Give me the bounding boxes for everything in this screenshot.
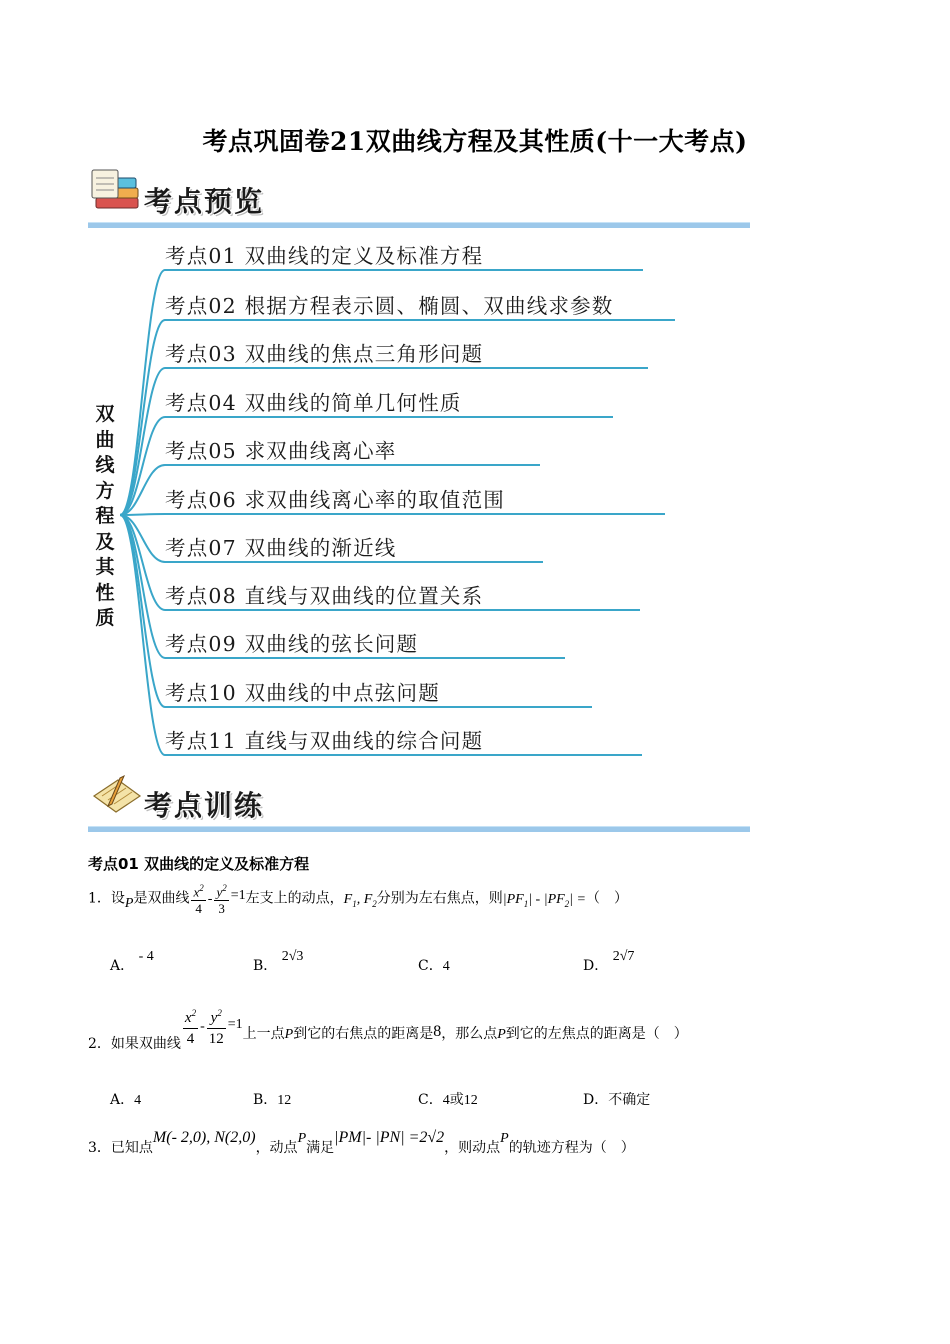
option-value: 12 — [277, 1093, 292, 1108]
option-label: D． — [583, 958, 609, 974]
q-text: 的轨迹方程为（ ） — [508, 1140, 635, 1156]
q-text: ，动点 — [255, 1140, 298, 1156]
math-var: F — [343, 891, 353, 907]
math-var: P — [497, 1027, 506, 1042]
option-label: A． — [110, 958, 135, 974]
fraction: $\frac{x^2}{4}$ — [191, 880, 205, 917]
fraction: $\frac{y^2}{3}$ — [214, 880, 228, 917]
option-value: 4或12 — [442, 1093, 478, 1108]
option-value: 2√7 — [612, 949, 635, 964]
q1-option-a[interactable] — [110, 949, 154, 975]
section-divider — [88, 826, 750, 832]
fraction: $\frac{x^2}{4}$ — [183, 1003, 198, 1049]
root-char: 及 — [95, 530, 115, 553]
mindmap-branch-03: 考点03 双曲线的焦点三角形问题 — [165, 342, 484, 366]
q2-option-d[interactable] — [583, 1089, 650, 1109]
q-text: 设 — [110, 890, 125, 907]
option-label: B． — [253, 1092, 278, 1108]
option-label: C． — [418, 958, 443, 974]
topic-subheading: 考点01 双曲线的定义及标准方程 — [88, 855, 310, 873]
q2-option-c[interactable] — [418, 1089, 478, 1109]
question-2: 2．如果双曲线 $\frac{x^2}{4}$ - $\frac{y^2}{12}$ =1上一点P到它的右焦点的距离是8，那么点P到它的左焦点的距离是（ ） — [88, 1003, 688, 1049]
mindmap-branch-11: 考点11 直线与双曲线的综合问题 — [165, 729, 484, 753]
mindmap-branch-06: 考点06 求双曲线离心率的取值范围 — [165, 488, 506, 512]
root-char: 线 — [95, 454, 115, 476]
mindmap-branch-09: 考点09 双曲线的弦长问题 — [165, 632, 419, 656]
mindmap-branch-04: 考点04 双曲线的简单几何性质 — [165, 391, 462, 415]
math-var: y — [216, 884, 223, 900]
q-text: 到它的右焦点的距离是 — [293, 1026, 434, 1042]
option-value: 4 — [134, 1093, 142, 1108]
question-number: 1． — [88, 890, 111, 907]
mindmap-branch-10: 考点10 双曲线的中点弦问题 — [165, 681, 440, 705]
math-expr: $|PF_1| - |PF_2|$ = — [502, 891, 586, 909]
math-var: x — [184, 1010, 192, 1026]
q-text: 已知点 — [110, 1140, 153, 1156]
math-points: M(- 2,0), N(2,0) — [152, 1129, 256, 1146]
root-char: 程 — [95, 505, 115, 527]
document-title: 考点巩固卷21双曲线方程及其性质(十一大考点) — [202, 127, 748, 156]
books-icon — [90, 168, 144, 214]
math-den: 12 — [208, 1031, 224, 1047]
section-header-training — [88, 772, 750, 832]
q2-option-a[interactable] — [110, 1089, 141, 1109]
mindmap-branch-01: 考点01 双曲线的定义及标准方程 — [165, 244, 484, 268]
math-var: P — [297, 1131, 307, 1146]
math-var: P — [124, 895, 134, 911]
root-char: 性 — [95, 581, 115, 604]
q-text: 左支上的动点， — [245, 890, 344, 907]
q1-option-c[interactable] — [418, 955, 450, 975]
math-var: |PF — [502, 891, 524, 907]
question-number: 2． — [88, 1036, 111, 1052]
math-var: P — [284, 1027, 294, 1042]
mindmap-branch-07: 考点07 双曲线的渐近线 — [165, 536, 397, 560]
option-value: - 4 — [138, 949, 154, 964]
mindmap-root — [90, 402, 120, 632]
math-den: 3 — [218, 901, 225, 917]
math-foci: $F_1$, $F_2$ — [343, 891, 377, 909]
section-title-preview: 考点预览 — [144, 185, 265, 218]
option-label: B． — [253, 958, 278, 974]
root-char: 方 — [95, 479, 115, 502]
option-value: 2√3 — [281, 949, 304, 964]
q2-option-b[interactable] — [253, 1089, 291, 1109]
q1-option-d[interactable] — [583, 949, 635, 975]
root-char: 其 — [95, 556, 115, 578]
mindmap-branch-02: 考点02 根据方程表示圆、椭圆、双曲线求参数 — [165, 294, 614, 318]
question-number: 3． — [88, 1140, 111, 1156]
math-eq: =1 — [227, 1017, 243, 1032]
root-char: 质 — [95, 607, 115, 629]
section-header-preview — [88, 168, 750, 228]
math-den: 4 — [195, 901, 202, 917]
mindmap-branch-08: 考点08 直线与双曲线的位置关系 — [165, 584, 484, 608]
q-text: 是双曲线 — [133, 890, 190, 907]
math-var: P — [500, 1131, 509, 1146]
math-var: x — [193, 884, 200, 900]
q-text: 如果双曲线 — [110, 1036, 181, 1052]
q-text: 满足 — [306, 1140, 335, 1156]
math-eq: =1 — [230, 887, 246, 903]
option-label: D． — [583, 1092, 609, 1108]
q-text: （ ） — [585, 890, 628, 907]
fraction: $\frac{y^2}{12}$ — [207, 1003, 226, 1049]
math-condition: |PM|- |PN| =2√2 — [334, 1129, 445, 1146]
q-text: 分别为左右焦点，则 — [376, 890, 503, 907]
root-char: 曲 — [95, 428, 115, 451]
section-title-training: 考点训练 — [144, 789, 265, 822]
math-den: 4 — [186, 1031, 195, 1047]
q-text: 上一点 — [242, 1026, 285, 1042]
option-value: 不确定 — [608, 1092, 651, 1108]
q-text: 到它的左焦点的距离是（ ） — [505, 1026, 688, 1042]
math-num: 8 — [433, 1023, 442, 1040]
question-3 — [88, 1127, 635, 1156]
root-char: 双 — [95, 403, 115, 425]
q-text: ，则动点 — [444, 1140, 501, 1156]
q-text: ，那么点 — [441, 1026, 498, 1042]
option-label: C． — [418, 1092, 443, 1108]
question-1: 1．设P是双曲线 $\frac{x^2}{4}$ - $\frac{y^2}{3}$ =1左支上的动点，$F_1$, $F_2$分别为左右焦点，则$|PF_1| - |PF_2|$ =（ ） — [88, 880, 628, 917]
mindmap-branch-05: 考点05 求双曲线离心率 — [165, 439, 397, 463]
option-label: A． — [110, 1092, 135, 1108]
q1-option-b[interactable] — [253, 949, 304, 975]
option-value: 4 — [442, 959, 450, 974]
notebook-pencil-icon — [90, 774, 144, 818]
math-var: y — [210, 1010, 218, 1026]
section-divider — [88, 222, 750, 228]
